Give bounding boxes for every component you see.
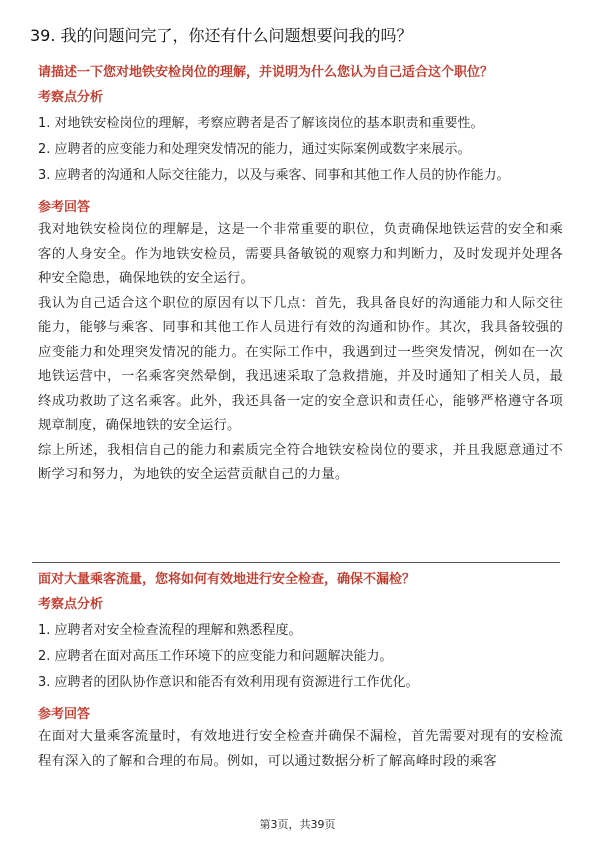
analysis-item-1-2: 2. 应聘者的应变能力和处理突发情况的能力，通过实际案例或数字来展示。 xyxy=(38,142,471,157)
section-divider xyxy=(32,562,560,563)
analysis-item-2-2: 2. 应聘者在面对高压工作环境下的应变能力和问题解决能力。 xyxy=(38,649,393,664)
answer-paragraph-1-3: 综上所述，我相信自己的能力和素质完全符合地铁安检岗位的要求，并且我愿意通过不断学习和努力，为地铁的安全运营贡献自己的力量。 xyxy=(38,442,563,482)
question-title: 39. 我的问题问完了，你还有什么问题想要问我的吗？ xyxy=(30,26,413,45)
answer-paragraph-2-1: 在面对大量乘客流量时，有效地进行安全检查并确保不漏检，首先需要对现有的安检流程有深入的了解和合理的布局。例如，可以通过数据分析了解高峰时段的乘客 xyxy=(38,729,563,769)
answer-paragraph-1-1: 我对地铁安检岗位的理解是，这是一个非常重要的职位，负责确保地铁运营的安全和乘客的人身安全。作为地铁安检员，需要具备敏锐的观察力和判断力，及时发现并处理各种安全隐患，确保地铁的安全运行。 xyxy=(38,222,563,286)
sub-question-2: 面对大量乘客流量，您将如何有效地进行安全检查，确保不漏检？ xyxy=(38,572,416,587)
sub-question-1: 请描述一下您对地铁安检岗位的理解，并说明为什么您认为自己适合这个职位？ xyxy=(38,65,494,80)
page-footer: 第3页，共39页 xyxy=(259,818,336,831)
qa-section-2 xyxy=(38,570,563,774)
analysis-item-1-3: 3. 应聘者的沟通和人际交往能力，以及与乘客、同事和其他工作人员的协作能力。 xyxy=(38,168,510,183)
analysis-item-2-3: 3. 应聘者的团队协作意识和能否有效利用现有资源进行工作优化。 xyxy=(38,675,419,690)
analysis-label-2: 考察点分析 xyxy=(38,597,104,612)
analysis-item-2-1: 1. 应聘者对安全检查流程的理解和熟悉程度。 xyxy=(38,623,302,638)
analysis-label-1: 考察点分析 xyxy=(38,90,104,105)
qa-section-1 xyxy=(38,63,563,488)
answer-label-2: 参考回答 xyxy=(38,707,91,722)
analysis-item-1-1: 1. 对地铁安检岗位的理解，考察应聘者是否了解该岗位的基本职责和重要性。 xyxy=(38,116,484,131)
answer-label-1: 参考回答 xyxy=(38,200,91,215)
answer-paragraph-1-2: 我认为自己适合这个职位的原因有以下几点：首先，我具备良好的沟通能力和人际交往能力，能够与乘客、同事和其他工作人员进行有效的沟通和协作。其次，我具备较强的应变能力和处理突发情况的能力。在实际工作中，我遇到过一些突发情况，例如在一次地铁运营中，一名乘客突然晕倒，我迅速采取了急救措施，并及时通知了相关人员，最终成功救助了这名乘客。此外，我还具备一定的安全意识和责任心，能够严格遵守各项规章制度，确保地铁的安全运行。 xyxy=(38,295,563,433)
